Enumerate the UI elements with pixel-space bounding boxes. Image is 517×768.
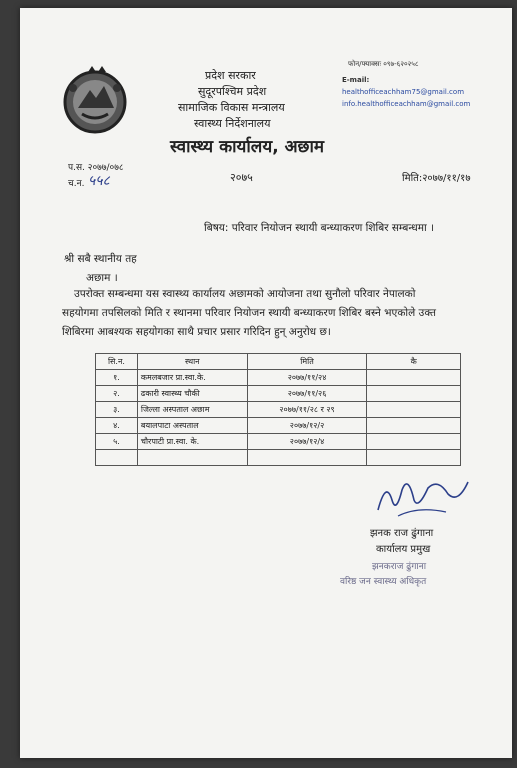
cell-remarks xyxy=(367,370,461,386)
email-link-2[interactable]: info.healthofficeachham@gmail.com xyxy=(342,100,471,108)
body-line3: शिबिरमा आबश्यक सहयोगका साथै प्रचार प्रसार गरिदिन हुन् अनुरोध छ। xyxy=(62,326,331,338)
header-year: २०७५ xyxy=(230,171,253,184)
col-header-remarks: कै xyxy=(367,354,461,370)
cell-sn: ३. xyxy=(96,402,138,418)
ref-cn-label: च.न. xyxy=(68,179,85,189)
signature-scribble-icon xyxy=(368,470,478,520)
ref-date: मिति:२०७७/११/१७ xyxy=(402,173,471,184)
cell-remarks xyxy=(367,418,461,434)
cell-place: ढकारी स्वास्थ्य चौकी xyxy=(137,386,247,402)
cell-sn: २. xyxy=(96,386,138,402)
email-link-1[interactable]: healthofficeachham75@gmail.com xyxy=(342,88,465,96)
body-line2: सहयोगमा तपसिलको मिति र स्थानमा परिवार नियोजन स्थायी बन्ध्याकरण शिबिर बस्ने भएकोले उक्त xyxy=(62,307,436,319)
cell-remarks xyxy=(367,434,461,450)
cell-sn: ४. xyxy=(96,418,138,434)
subject-line: बिषय: परिवार नियोजन स्थायी बन्ध्याकरण शिबिर सम्बन्धमा । xyxy=(204,222,435,234)
table-row xyxy=(96,418,461,434)
col-header-date: मिति xyxy=(247,354,367,370)
body-line1: उपरोक्त सम्बन्धमा यस स्वास्थ्य कार्यालय अछामको आयोजना तथा सुनौलो परिवार नेपालको xyxy=(74,288,416,300)
email-label: E-mail: xyxy=(342,76,370,84)
cell-place: जिल्ला अस्पताल अछाम xyxy=(137,402,247,418)
cell-place: कमलबजार प्रा.स्वा.के. xyxy=(137,370,247,386)
phone-text: फोन/फ्याक्सः ०९७-६२०२५८ xyxy=(348,60,419,68)
office-title: स्वास्थ्य कार्यालय, अछाम xyxy=(170,137,325,157)
ref-ps: प.स. २०७७/०७८ xyxy=(68,163,124,173)
header-line2: सुदूरपश्चिम प्रदेश xyxy=(198,85,267,98)
cell-date: २०७७/११/२६ xyxy=(247,386,367,402)
signatory-name: झनक राज ढुंगाना xyxy=(370,528,434,539)
stamp-title: वरिष्ठ जन स्वास्थ्य अधिकृत xyxy=(340,577,427,587)
nepal-emblem-icon xyxy=(58,64,132,138)
cell-place xyxy=(137,450,247,466)
cell-remarks xyxy=(367,402,461,418)
cell-date: २०७७/११/२४ xyxy=(247,370,367,386)
header-line1: प्रदेश सरकार xyxy=(205,69,256,82)
col-header-sn: सि.न. xyxy=(96,354,138,370)
camp-schedule-table xyxy=(95,353,461,466)
col-header-place: स्थान xyxy=(137,354,247,370)
stamp-name: झनकराज ढुंगाना xyxy=(372,562,427,572)
cell-remarks xyxy=(367,386,461,402)
header-line3: सामाजिक विकास मन्त्रालय xyxy=(178,101,285,114)
recipient-line1: श्री सबै स्थानीय तह xyxy=(64,253,137,265)
table-row xyxy=(96,402,461,418)
cell-remarks xyxy=(367,450,461,466)
table-header-row xyxy=(96,354,461,370)
recipient-line2: अछाम । xyxy=(86,272,118,284)
cell-sn: ५. xyxy=(96,434,138,450)
table-row xyxy=(96,370,461,386)
table-row xyxy=(96,450,461,466)
cell-place: चौरपाटी प्रा.स्वा. के. xyxy=(137,434,247,450)
cell-date: २०७७/१२/४ xyxy=(247,434,367,450)
cell-sn: १. xyxy=(96,370,138,386)
header-line4: स्वास्थ्य निर्देशनालय xyxy=(194,117,271,130)
cell-sn xyxy=(96,450,138,466)
letter-page xyxy=(20,8,512,758)
signatory-title: कार्यालय प्रमुख xyxy=(376,544,431,555)
cell-date: २०७७/११/२८ र २९ xyxy=(247,402,367,418)
table-row xyxy=(96,434,461,450)
cell-date xyxy=(247,450,367,466)
ref-cn-value: ५५८ xyxy=(88,173,110,189)
cell-place: बयालपाटा अस्पताल xyxy=(137,418,247,434)
cell-date: २०७७/१२/२ xyxy=(247,418,367,434)
table-row xyxy=(96,386,461,402)
